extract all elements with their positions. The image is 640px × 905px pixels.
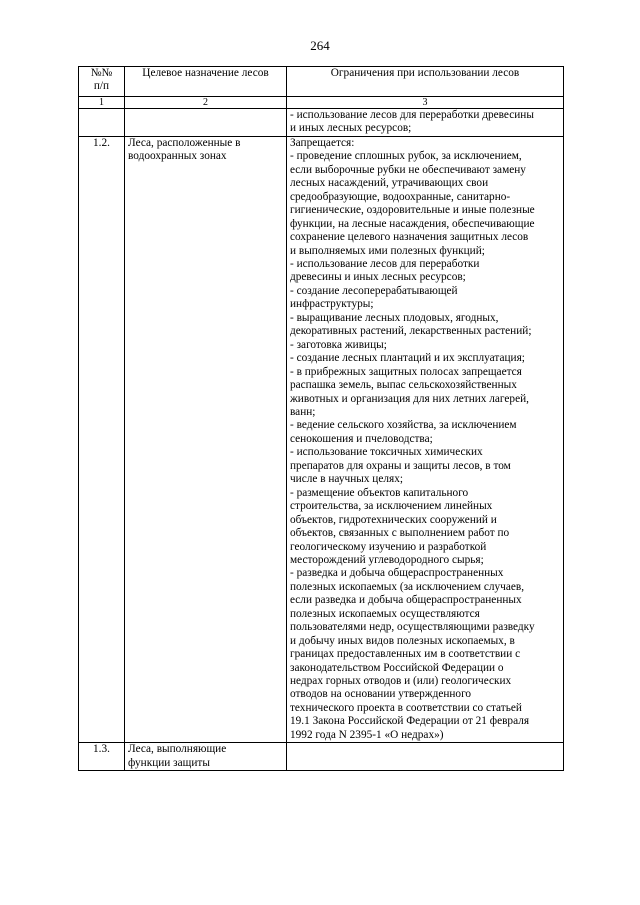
restriction-line: инфраструктуры; <box>290 298 374 311</box>
row-purpose-l2: функции защиты <box>128 756 210 769</box>
restriction-line: - выращивание лесных плодовых, ягодных, <box>290 311 499 324</box>
restriction-line: геологическому изучению и разработкой <box>290 540 487 553</box>
continuation-name-cell <box>125 109 287 137</box>
row-purpose <box>125 136 287 742</box>
restriction-line: законодательством Российской Федерации о <box>290 661 504 674</box>
restriction-line: - заготовка живицы; <box>290 338 387 351</box>
restriction-line: Запрещается: <box>290 136 355 149</box>
restriction-line: лесных насаждений, утрачивающих свои <box>290 177 489 190</box>
restriction-line: месторождений углеводородного сырья; <box>290 553 484 566</box>
row-purpose-l1: Леса, выполняющие <box>128 743 227 756</box>
restriction-line: ванн; <box>290 405 316 418</box>
restriction-line: средообразующие, водоохранные, санитарно- <box>290 190 511 203</box>
restriction-line: объектов, связанных с выполнением работ по <box>290 527 510 540</box>
column-number-2: 2 <box>125 97 287 109</box>
restriction-line: - ведение сельского хозяйства, за исключением <box>290 419 517 432</box>
continuation-text-cell <box>287 109 564 137</box>
restriction-line: технического проекта в соответствии со статьей <box>290 701 522 714</box>
row-restrictions <box>287 743 564 771</box>
restriction-line: - проведение сплошных рубок, за исключением, <box>290 150 522 163</box>
row-number: 1.2. <box>79 136 125 742</box>
restriction-line: - использование токсичных химических <box>290 446 483 459</box>
header-number-l1: №№ <box>90 67 113 79</box>
row-purpose-l2: водоохранных зонах <box>128 150 227 163</box>
restriction-line: объектов, гидротехнических сооружений и <box>290 513 497 526</box>
header-number-l2: п/п <box>93 80 110 93</box>
restriction-line: распашка земель, выпас сельскохозяйственных <box>290 379 517 392</box>
table-row-1-3 <box>79 743 564 771</box>
restriction-line: строительства, за исключением линейных <box>290 500 493 513</box>
restriction-line: сенокошения и пчеловодства; <box>290 432 433 445</box>
restriction-line: животных и организация для них летних лагерей, <box>290 392 529 405</box>
restriction-line: препаратов для охраны и защиты лесов, в том <box>290 459 511 472</box>
restriction-line: функции, на лесные насаждения, обеспечивающие <box>290 217 535 230</box>
table-row-1-2 <box>79 136 564 742</box>
restriction-line: и добычу иных видов полезных ископаемых, в <box>290 634 515 647</box>
restriction-line: если разведка и добыча общераспространенных <box>290 594 522 607</box>
header-purpose-cell <box>125 67 287 97</box>
column-number-row <box>79 97 564 109</box>
continuation-line: - использование лесов для переработки древесины <box>290 109 534 121</box>
restriction-line: пользователями недр, осуществляющими разведку <box>290 621 535 634</box>
restriction-line: и выполняемых ими полезных функций; <box>290 244 485 257</box>
restriction-line: отводов на основании утвержденного <box>290 688 472 701</box>
restriction-line: - в прибрежных защитных полосах запрещается <box>290 365 522 378</box>
continuation-num-cell <box>79 109 125 137</box>
restriction-line: 1992 года N 2395-1 «О недрах») <box>290 728 444 741</box>
restriction-line: древесины и иных лесных ресурсов; <box>290 271 466 284</box>
row-restrictions <box>287 136 564 742</box>
restriction-line: если выборочные рубки не обеспечивают замену <box>290 163 526 176</box>
header-restrictions-cell <box>287 67 564 97</box>
restriction-line: 19.1 Закона Российской Федерации от 21 февраля <box>290 715 530 728</box>
restriction-line: декоративных растений, лекарственных растений; <box>290 325 532 338</box>
restriction-line: - создание лесоперерабатывающей <box>290 284 458 297</box>
column-number-3: 3 <box>287 97 564 109</box>
header-purpose: Целевое назначение лесов <box>142 67 269 79</box>
row-purpose <box>125 743 287 771</box>
restriction-line: недрах горных отводов и (или) геологических <box>290 675 512 688</box>
restriction-line: - разведка и добыча общераспространенных <box>290 567 504 580</box>
page-number: 264 <box>310 38 330 53</box>
restriction-line: - использование лесов для переработки <box>290 257 480 270</box>
table-row-continuation <box>79 109 564 137</box>
continuation-line: и иных лесных ресурсов; <box>290 122 412 135</box>
forest-restrictions-table <box>78 66 564 771</box>
restriction-line: полезных ископаемых осуществляются <box>290 607 480 620</box>
restriction-line: - создание лесных плантаций и их эксплуатация; <box>290 352 525 365</box>
column-number-1: 1 <box>79 97 125 109</box>
restriction-line: границах предоставленных им в соответствии с <box>290 648 521 661</box>
restriction-line: - размещение объектов капитального <box>290 486 469 499</box>
row-number: 1.3. <box>79 743 125 771</box>
header-number-cell <box>79 67 125 97</box>
restriction-line: полезных ископаемых (за исключением случаев, <box>290 580 525 593</box>
row-purpose-l1: Леса, расположенные в <box>128 136 241 149</box>
table-header-row <box>79 67 564 97</box>
restriction-line: гигиенические, оздоровительные и иные полезные <box>290 204 535 217</box>
header-restrictions: Ограничения при использовании лесов <box>330 67 520 79</box>
restriction-line: числе в научных целях; <box>290 473 403 486</box>
restriction-line: сохранение целевого назначения защитных лесов <box>290 231 529 244</box>
